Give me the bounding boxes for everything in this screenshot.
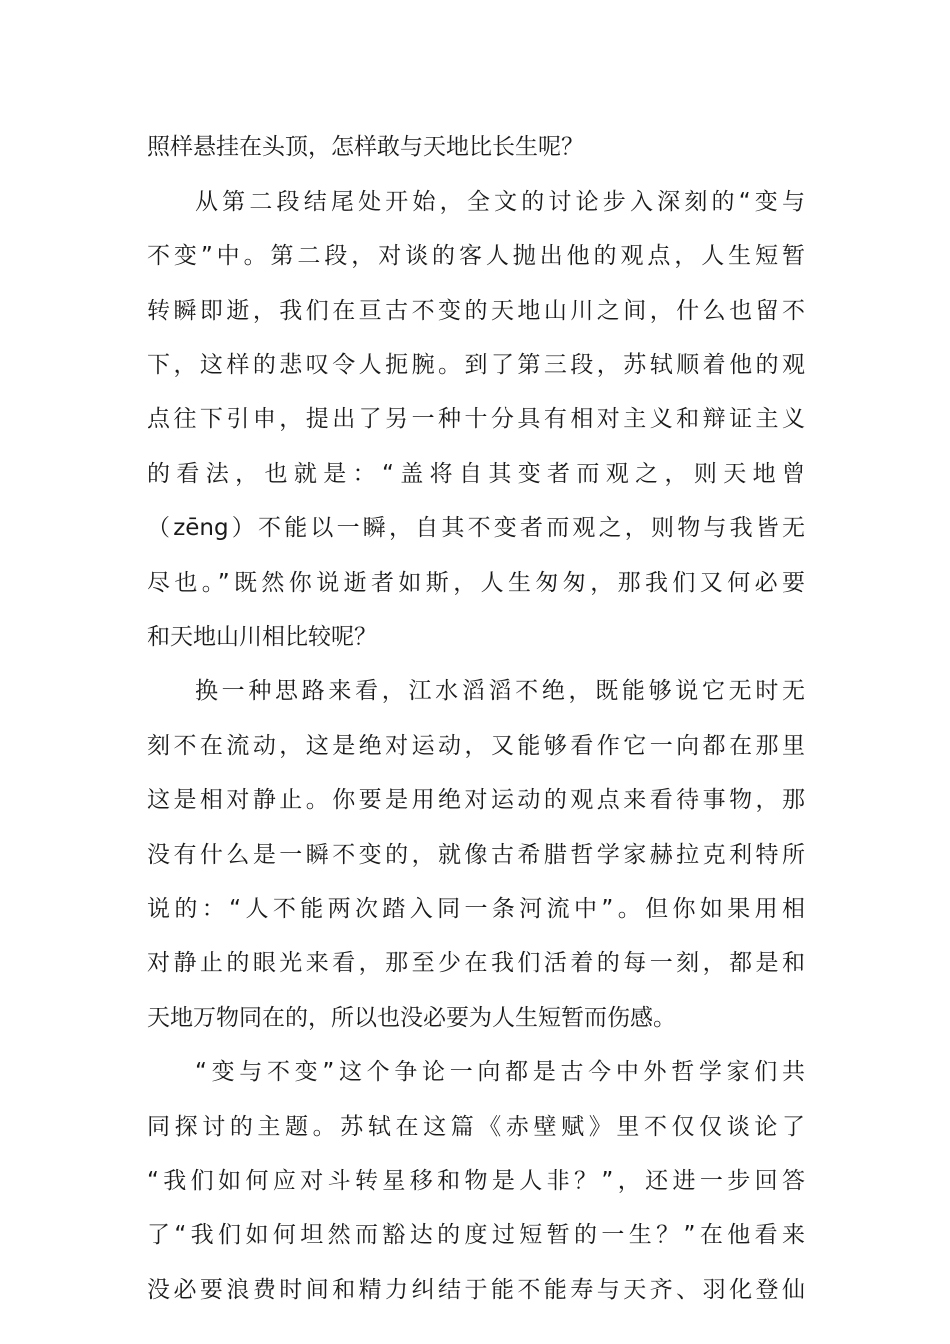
text-line: 没有什么是一瞬不变的，就像古希腊哲学家赫拉克利特所: [147, 842, 805, 868]
text-line: 天地万物同在的，所以也没必要为人生短暂而伤感。: [147, 1005, 676, 1031]
text-line: 了“我们如何坦然而豁达的度过短暂的一生？”在他看来: [147, 1222, 805, 1248]
text-line: 的看法，也就是：“盖将自其变者而观之，则天地曾: [147, 461, 805, 487]
text-line: 尽也。”既然你说逝者如斯，人生匆匆，那我们又何必要: [147, 570, 805, 596]
paragraph-first-line: 换一种思路来看，江水滔滔不绝，既能够说它无时无: [195, 678, 805, 704]
text-line: 刻不在流动，这是绝对运动，又能够看作它一向都在那里: [147, 733, 805, 759]
text-line: （zēng）不能以一瞬，自其不变者而观之，则物与我皆无: [147, 515, 805, 541]
paragraph-first-line: “变与不变”这个争论一向都是古今中外哲学家们共: [195, 1059, 805, 1085]
paragraph-first-line: 从第二段结尾处开始，全文的讨论步入深刻的“变与: [195, 189, 805, 215]
text-line: 这是相对静止。你要是用绝对运动的观点来看待事物，那: [147, 787, 805, 813]
text-line: “我们如何应对斗转星移和物是人非？”，还进一步回答: [147, 1168, 805, 1194]
text-line: 照样悬挂在头顶，怎样敢与天地比长生呢？: [147, 134, 584, 160]
text-line: 和天地山川相比较呢？: [147, 624, 377, 650]
text-line: 下，这样的悲叹令人扼腕。到了第三段，苏轼顺着他的观: [147, 352, 805, 378]
text-line: 没必要浪费时间和精力纠结于能不能寿与天齐、羽化登仙: [147, 1277, 805, 1303]
text-line: 不变”中。第二段，对谈的客人抛出他的观点，人生短暂: [147, 243, 805, 269]
text-line: 说的：“人不能两次踏入同一条河流中”。但你如果用相: [147, 896, 805, 922]
text-line: 转瞬即逝，我们在亘古不变的天地山川之间，什么也留不: [147, 298, 805, 324]
text-line: 对静止的眼光来看，那至少在我们活着的每一刻，都是和: [147, 950, 805, 976]
text-line: 点往下引申，提出了另一种十分具有相对主义和辩证主义: [147, 406, 805, 432]
text-line: 同探讨的主题。苏轼在这篇《赤壁赋》里不仅仅谈论了: [147, 1114, 805, 1140]
